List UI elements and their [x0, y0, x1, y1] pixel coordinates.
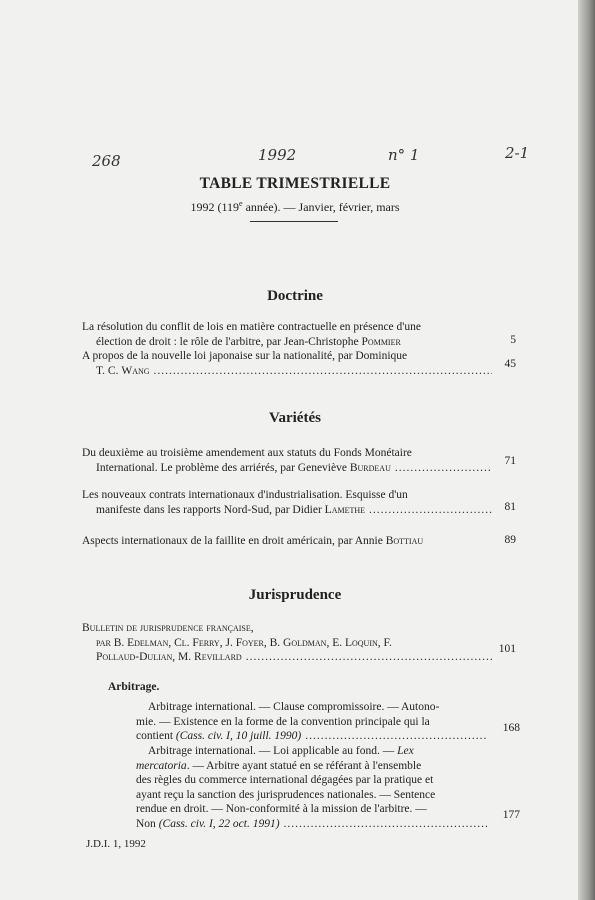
item-line: mie. — Existence en la forme de la convention principale qui la: [136, 715, 430, 728]
section-heading-varietes: Variétés: [269, 410, 321, 426]
subtitle-suffix: année). — Janvier, février, mars: [242, 200, 400, 214]
leader-dots: [284, 817, 488, 832]
entry-line: Bulletin de jurisprudence française,: [82, 622, 254, 634]
entry-line: International. Le problème des arriérés, par Geneviève Burdeau .....: [82, 461, 492, 476]
handwritten-note-number: n° 1: [388, 146, 420, 164]
item-line: mercatoria. — Arbitre ayant statué en se référant à l'ensemble: [136, 759, 422, 772]
entry-line: Les nouveaux contrats internationaux d'industrialisation. Esquisse d'un: [82, 489, 408, 501]
entry-line: A propos de la nouvelle loi japonaise sur la nationalité, par Dominique: [82, 350, 408, 362]
entry-author: Wang: [121, 364, 150, 377]
title-rule: [250, 221, 338, 222]
toc-entry: [82, 621, 492, 665]
entry-line: T. C. Wang .....: [82, 364, 492, 379]
entry-page-number: 89: [504, 534, 516, 546]
leader-dots: [246, 650, 492, 665]
item-line: Non (Cass. civ. I, 22 oct. 1991) .....: [136, 817, 488, 832]
page-subtitle: [0, 199, 590, 215]
entry-page-number: 177: [502, 809, 520, 821]
item-line: Arbitrage international. — Clause compromissoire. — Autono-: [148, 701, 440, 713]
section-heading-doctrine: Doctrine: [267, 288, 323, 304]
entry-page-number: 5: [510, 334, 516, 346]
entry-page-number: 45: [504, 358, 516, 370]
entry-line: Du deuxième au troisième amendement aux statuts du Fonds Monétaire: [82, 447, 412, 459]
item-line: contient (Cass. civ. I, 10 juill. 1990) .....: [136, 729, 488, 744]
entry-page-number: 71: [504, 455, 516, 467]
handwritten-note-year: 1992: [258, 146, 297, 164]
leader-dots: [154, 364, 492, 379]
entry-line: élection de droit : le rôle de l'arbitre, par Jean-Christophe Pommier: [96, 335, 401, 348]
entry-page-number: 101: [498, 643, 516, 655]
item-line: des règles du commerce international dégagées par la pratique et: [136, 774, 434, 787]
entry-line: Aspects internationaux de la faillite en droit américain, par Annie Bottiau: [82, 535, 424, 547]
handwritten-note-right: 2-1: [505, 144, 530, 162]
toc-entry: [82, 446, 492, 475]
entry-author: Burdeau: [349, 461, 391, 474]
toc-entry: [82, 320, 492, 349]
subsection-heading-arbitrage: Arbitrage.: [108, 681, 160, 693]
page-edge: [578, 0, 595, 900]
toc-entry: [82, 349, 492, 378]
entry-line: manifeste dans les rapports Nord-Sud, par Didier Lamethe .....: [82, 503, 492, 518]
arbitrage-item: [136, 700, 488, 744]
entry-author: Bottiau: [385, 535, 424, 547]
leader-dots: [369, 503, 492, 518]
arbitrage-item: [136, 744, 488, 832]
subtitle-sup: e: [239, 199, 243, 208]
handwritten-note-left: 268: [92, 152, 121, 170]
section-heading-jurisprudence: Jurisprudence: [248, 587, 342, 603]
item-line: rendue en droit. — Non-conformité à la mission de l'arbitre. —: [136, 803, 427, 816]
entry-line: Pollaud-Dulian, M. Revillard .....: [82, 650, 492, 665]
page-title: TABLE TRIMESTRIELLE: [199, 175, 391, 192]
entry-page-number: 168: [502, 722, 520, 734]
leader-dots: [305, 729, 488, 744]
leader-dots: [395, 461, 492, 476]
item-line: ayant reçu la sanction des jurisprudences nationales. — Sentence: [136, 788, 436, 801]
toc-entry: [82, 534, 492, 549]
entry-line: par B. Edelman, Cl. Ferry, J. Foyer, B. Goldman, E. Loquin, F.: [96, 636, 392, 649]
entry-page-number: 81: [504, 501, 516, 513]
footer-journal-ref: J.D.I. 1, 1992: [86, 838, 146, 850]
entry-line: La résolution du conflit de lois en matière contractuelle en présence d'une: [82, 321, 421, 333]
subtitle-prefix: 1992 (119: [190, 200, 240, 214]
entry-author: Lamethe: [324, 503, 366, 516]
toc-entry: [82, 488, 492, 517]
item-line: Arbitrage international. — Loi applicable au fond. — Lex: [148, 745, 414, 757]
entry-author: Pommier: [361, 335, 401, 348]
